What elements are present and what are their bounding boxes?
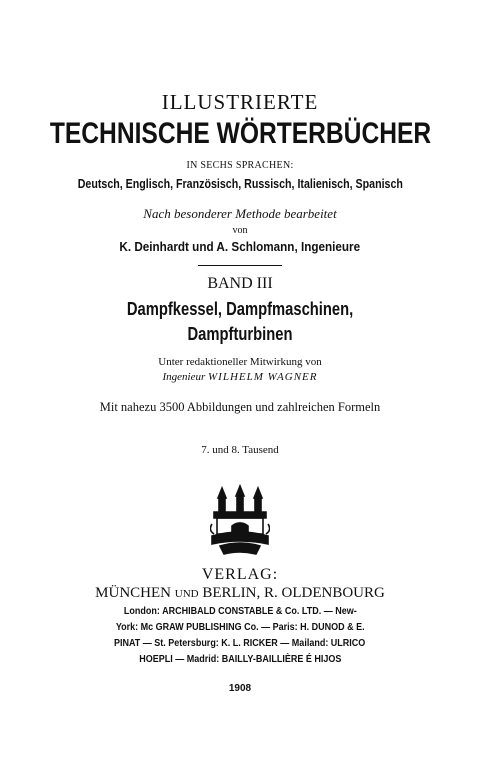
agents-line-1: London: ARCHIBALD CONSTABLE & Co. LTD. — New- [123, 606, 357, 617]
editor-line: Ingenieur WILHELM WAGNER [162, 371, 318, 383]
publisher-cities: MÜNCHEN UND BERLIN, R. OLDENBOURG [95, 585, 385, 601]
agents-line-3: PINAT — St. Petersburg: K. L. RICKER — Mailand: ULRICO [114, 638, 366, 649]
method-line: Nach besonderer Methode bearbeitet [143, 206, 337, 221]
agents-line-4: HOEPLI — Madrid: BAILLY-BAILLIÈRE É HIJOS [138, 654, 342, 665]
authors-line: K. Deinhardt und A. Schlomann, Ingenieure [119, 239, 361, 254]
edition-line: 7. und 8. Tausend [201, 444, 279, 456]
publication-year: 1908 [228, 683, 252, 694]
volume-number: BAND III [207, 275, 273, 292]
editorial-line: Unter redaktioneller Mitwirkung von [158, 356, 322, 368]
verlag-label: VERLAG: [201, 566, 279, 583]
divider-rule [198, 265, 282, 266]
volume-subject-line1: Dampfkessel, Dampfmaschinen, [126, 299, 354, 319]
series-title-line1: ILLUSTRIERTE [161, 90, 319, 114]
illustrations-line: Mit nahezu 3500 Abbildungen und zahlreichen Formeln [99, 400, 381, 414]
series-title-line2: TECHNISCHE WÖRTERBÜCHER [49, 117, 431, 150]
languages-list: Deutsch, Englisch, Französisch, Russisch, Italienisch, Spanisch [77, 176, 403, 191]
volume-subject-line2: Dampfturbinen [187, 324, 293, 344]
method-von: von [232, 225, 248, 236]
castle-emblem-icon [210, 484, 270, 556]
languages-intro: IN SECHS SPRACHEN: [186, 160, 294, 171]
agents-line-2: York: Mc GRAW PUBLISHING Co. — Paris: H. DUNOD & E. [115, 622, 365, 633]
